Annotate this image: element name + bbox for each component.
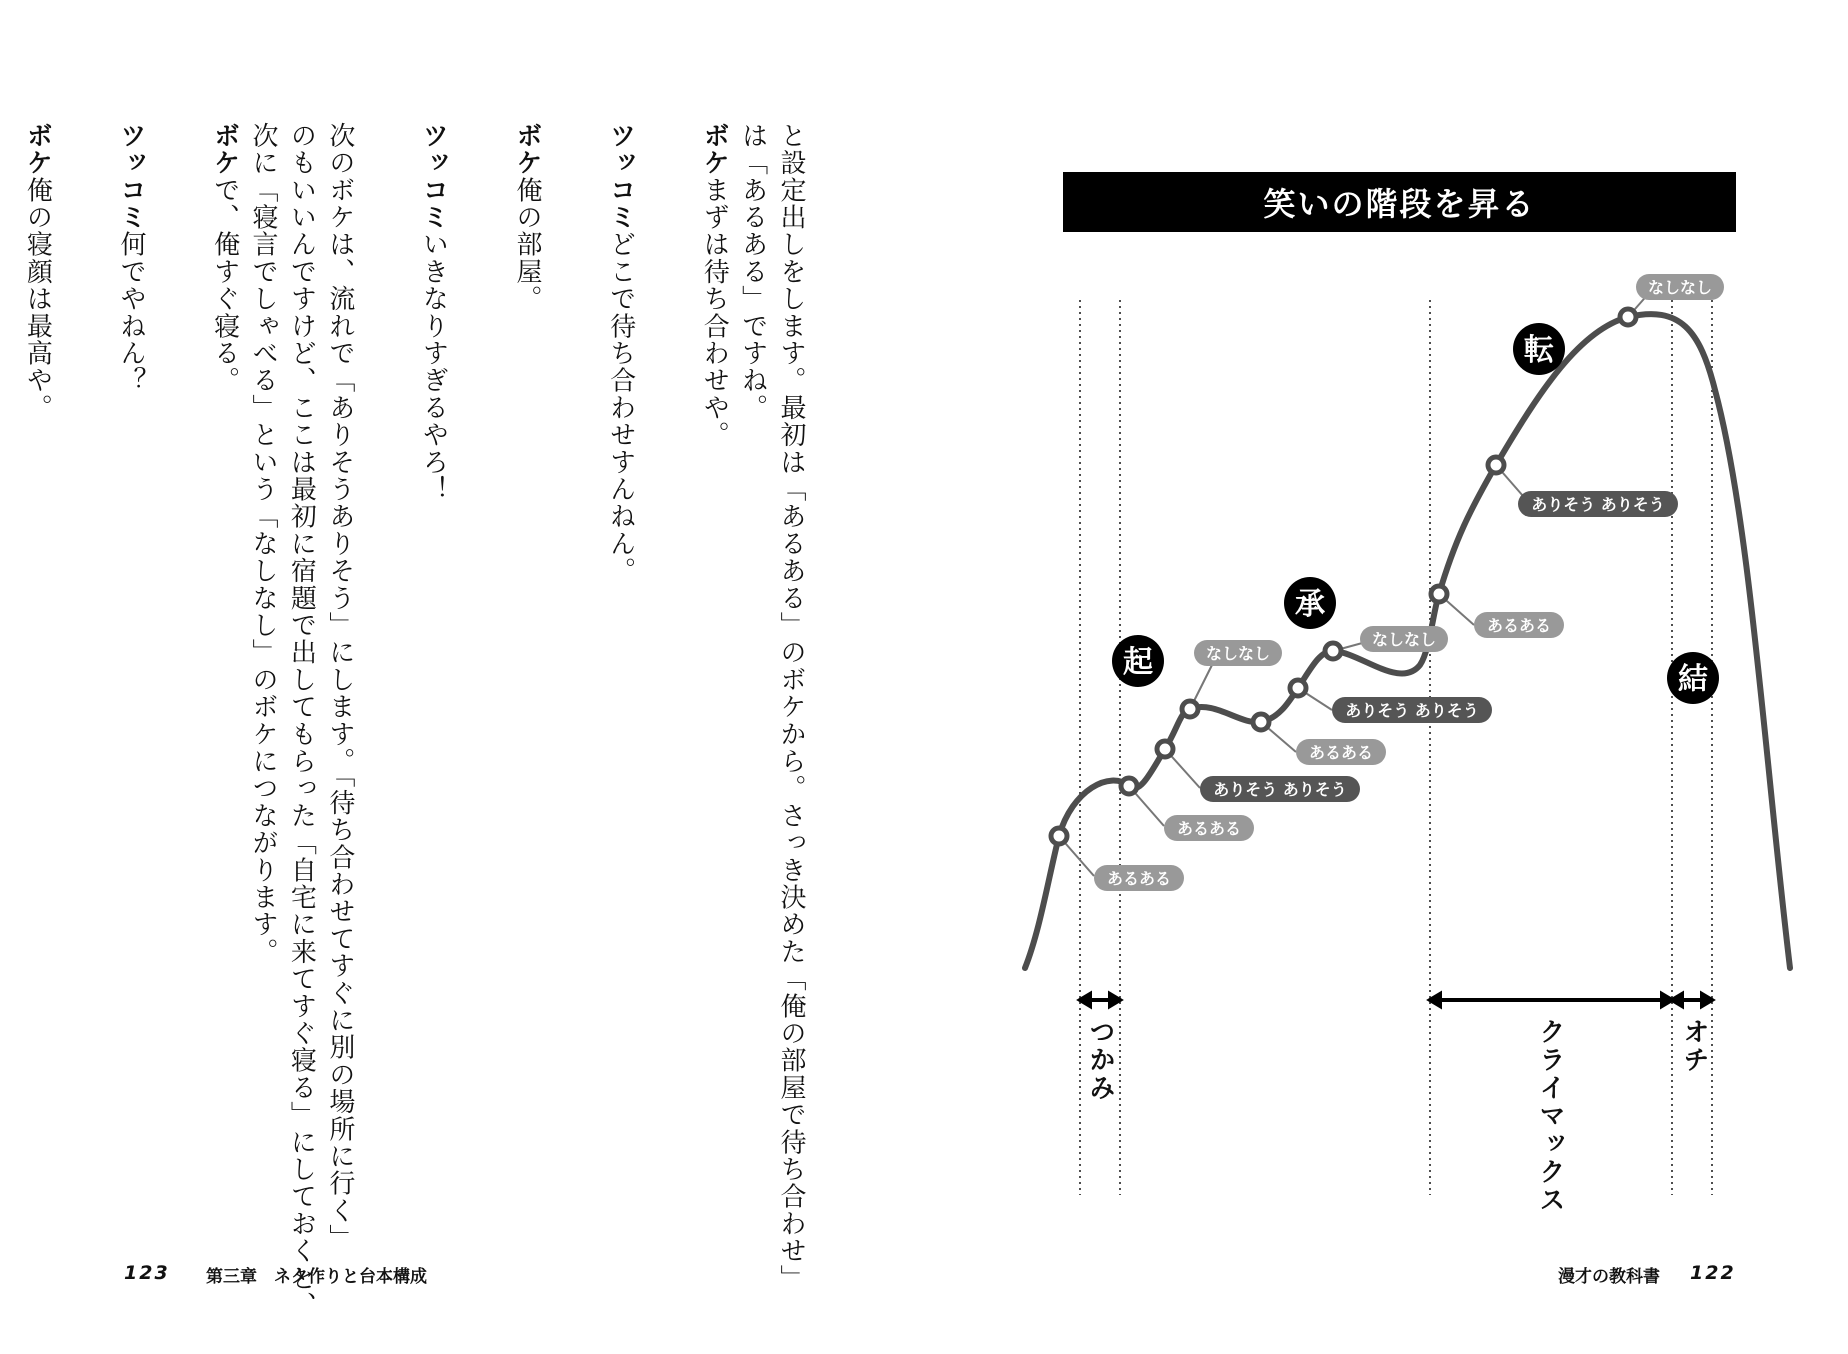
speaker-label: ボケ — [209, 122, 240, 177]
arrow-head — [1110, 994, 1120, 1006]
curve-point — [1290, 680, 1306, 696]
stage-ketsu: 結 — [1678, 662, 1708, 697]
tag-arisou-1: ありそう ありそう — [1213, 780, 1347, 799]
arrow-head — [1080, 994, 1090, 1006]
line-text: まずは待ち合わせや。 — [699, 176, 730, 449]
speaker-label: ボケ — [22, 122, 53, 177]
line-text: は「あるある」ですね。 — [737, 122, 768, 422]
curve-point — [1253, 714, 1269, 730]
line-text: 俺の部屋。 — [512, 176, 542, 313]
curve-point — [1431, 586, 1447, 602]
line-text: 次に「寝言でしゃべる」という「なしなし」のボケにつながります。 — [248, 122, 278, 966]
tag-aruaru-3: あるある — [1308, 743, 1374, 762]
curve-point — [1325, 643, 1341, 659]
curve-point — [1121, 778, 1137, 794]
page-number: 123 — [124, 1262, 170, 1284]
tag-aruaru-1: あるある — [1106, 869, 1172, 888]
page-number-right: 122 — [1690, 1262, 1736, 1284]
label-climax: クライマックス — [1535, 1018, 1565, 1214]
tags — [1094, 274, 1724, 891]
range-arrows — [1080, 994, 1712, 1006]
speaker-label: ボケ — [512, 122, 542, 177]
tag-aruaru-2: あるある — [1176, 819, 1242, 838]
speaker-label: ボケ — [699, 122, 730, 177]
label-ochi: オチ — [1679, 1018, 1709, 1074]
stage-ten: 転 — [1524, 333, 1554, 368]
arrow-head — [1702, 994, 1712, 1006]
speaker-label: ツッコミ — [116, 122, 146, 231]
speaker-label: ツッコミ — [418, 122, 449, 231]
curve-point — [1182, 701, 1198, 717]
curve-point — [1157, 741, 1173, 757]
tag-nashinashi-3: なしなし — [1647, 278, 1713, 297]
speaker-label: ツッコミ — [605, 122, 636, 231]
chapter-title: 第三章 ネタ作りと台本構成 — [206, 1267, 427, 1287]
line-text: 俺の寝顔は最高や。 — [22, 176, 53, 422]
line-text: 何でやねん？ — [116, 230, 146, 395]
line-text: で、俺すぐ寝る。 — [209, 176, 240, 395]
arrow-head — [1672, 994, 1682, 1006]
curve-point — [1620, 309, 1636, 325]
tag-nashinashi-2: なしなし — [1371, 630, 1437, 649]
line-text: と設定出しをします。最初は「あるある」のボケから。さっき決めた「俺の部屋で待ち合わせ」 — [776, 122, 806, 1292]
stage-sho: 承 — [1295, 587, 1325, 622]
tag-arisou-3: ありそう ありそう — [1531, 495, 1665, 514]
line-text: 次のボケは、流れで「ありそうありそう」にします。「待ち合わせてすぐに別の場所に行く」 — [324, 122, 355, 1252]
arrow-head — [1430, 994, 1440, 1006]
label-tsukami: つかみ — [1085, 1018, 1115, 1102]
line-text: のもいいんですけど、ここは最初に宿題で出してもらった「自宅に来てすぐ寝る」にしておくと、 — [286, 122, 317, 1319]
stage-ki: 起 — [1123, 645, 1153, 680]
tag-arisou-2: ありそう ありそう — [1345, 701, 1479, 720]
diagram-title: 笑いの階段を昇る — [1063, 172, 1736, 232]
tag-nashinashi-1: なしなし — [1205, 644, 1271, 663]
line-text: どこで待ち合わせすんねん。 — [605, 230, 636, 585]
book-title: 漫才の教科書 — [1558, 1267, 1660, 1287]
line-text: いきなりすぎるやろ！ — [418, 230, 449, 503]
curve-point — [1051, 828, 1067, 844]
tag-aruaru-4: あるある — [1486, 616, 1552, 635]
curve-point — [1488, 457, 1504, 473]
